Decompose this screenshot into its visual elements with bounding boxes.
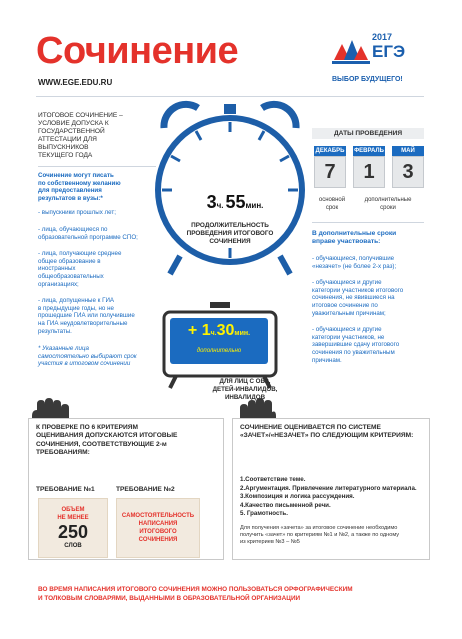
day-value: 3 xyxy=(392,156,424,188)
date-card xyxy=(392,146,424,188)
dates-title: ДАТЫ ПРОВЕДЕНИЯ xyxy=(312,128,424,139)
right-divider xyxy=(312,222,424,223)
duration-caption: ПРОДОЛЖИТЕЛЬНОСТЬ ПРОВЕДЕНИЯ ИТОГОВОГО СОЧИНЕНИЯ xyxy=(186,222,274,245)
eligibility-block xyxy=(38,172,156,368)
extra-time-value: + 1ч.30мин. xyxy=(187,322,251,339)
requirement-2-label: ТРЕБОВАНИЕ №2 xyxy=(116,486,175,493)
site-link[interactable]: WWW.EGE.EDU.RU xyxy=(38,78,113,87)
extra-terms-heading: В дополнительные сроки вправе участвовать: xyxy=(312,230,397,245)
header-divider xyxy=(36,96,424,97)
intro-text xyxy=(38,112,156,160)
alarm-clock-icon xyxy=(150,100,310,280)
list-item: - лица, обучающиеся по образовательной программе СПО; xyxy=(38,225,138,241)
intro-line: АТТЕСТАЦИИ ДЛЯ xyxy=(38,136,97,143)
intro-line: УСЛОВИЕ ДОПУСКА К xyxy=(38,120,109,127)
criterion-item: 1.Соответствие теме. xyxy=(240,476,306,483)
footnote: * Указанные лица самостоятельно выбирают срок участия в итоговом сочинении xyxy=(38,345,137,368)
page-title: Сочинение xyxy=(36,30,239,72)
requirement-1-label: ТРЕБОВАНИЕ №1 xyxy=(36,486,95,493)
day-value: 7 xyxy=(314,156,346,188)
month-label: ДЕКАБРЬ xyxy=(315,148,345,154)
requirements-text: К ПРОВЕРКЕ ПО 6 КРИТЕРИЯМ ОЦЕНИВАНИЯ ДОПУСКАЮТСЯ ИТОГОВЫЕ СОЧИНЕНИЯ, СООТВЕТСТВУЮЩИЕ 2-м ТРЕБОВАНИЯМ: xyxy=(36,424,178,457)
logo-text: ЕГЭ xyxy=(372,42,406,61)
list-item: - лица, получающие среднее общее образование в иностранных общеобразовательных организациях; xyxy=(38,250,122,288)
list-item: - лица, допущенные к ГИА в предыдущие годы, но не прошедшие ГИА или получившие на ГИА неудовлетворительные результаты. xyxy=(38,297,135,335)
dictionary-note: ВО ВРЕМЯ НАПИСАНИЯ ИТОГОВОГО СОЧИНЕНИЯ МОЖНО ПОЛЬЗОВАТЬСЯ ОРФОГРАФИЧЕСКИМ И ТОЛКОВЫМ СЛОВАРЯМИ, ВЫДАННЫМИ В ОБРАЗОВАТЕЛЬНОЙ ОРГАНИЗАЦИИ xyxy=(38,586,353,602)
list-item: - выпускники прошлых лет; xyxy=(38,209,116,217)
criteria-list xyxy=(240,476,426,519)
month-label: МАЙ xyxy=(392,146,424,156)
extra-terms-label: дополнительные сроки xyxy=(364,197,412,211)
criterion-item: 3.Композиция и логика рассуждения. xyxy=(240,493,355,501)
criteria-note: Для получения «зачета» за итоговое сочинение необходимо получить «зачет» по критериям №1 и №2, а также по одному из критериев №3 – №5 xyxy=(240,525,400,545)
dates-row xyxy=(314,146,424,188)
list-item: - обучающиеся и другие категории участников итогового сочинения, не явившиеся на итоговое сочинение по уважительным причинам; xyxy=(312,279,404,317)
list-item: - обучающиеся, получившие «незачет» (не более 2-х раз); xyxy=(312,255,397,270)
logo-year: 2017 xyxy=(372,32,393,42)
extra-time-caption: ДЛЯ ЛИЦ С ОВЗ, ДЕТЕЙ-ИНВАЛИДОВ, ИНВАЛИДОВ xyxy=(212,378,278,401)
criterion-item: 4.Качество письменной речи. xyxy=(240,501,331,509)
day-value: 1 xyxy=(353,156,385,188)
left-divider xyxy=(38,166,156,167)
extra-terms-block xyxy=(312,230,422,364)
ege-logo-icon xyxy=(328,30,372,74)
criterion-item: 2.Аргументация. Привлечение литературного материала. xyxy=(240,484,417,492)
list-item: - обучающиеся и другие категории участников, не завершившие сдачу итогового сочинения по уважительным причинам. xyxy=(312,326,400,364)
criterion-item: 5. Грамотность. xyxy=(240,510,288,518)
intro-line: ГОСУДАРСТВЕННОЙ xyxy=(38,128,105,135)
requirement-2-box: САМОСТОЯТЕЛЬНОСТЬ НАПИСАНИЯ ИТОГОВОГО СОЧИНЕНИЯ xyxy=(116,498,200,558)
can-write-heading: Сочинение могут писать по собственному желанию для предоставления результатов в вузы:* xyxy=(38,172,121,202)
intro-line: ТЕКУЩЕГО ГОДА xyxy=(38,152,93,159)
date-card xyxy=(353,146,385,188)
main-term-label: основной срок xyxy=(318,197,346,211)
intro-line: ВЫПУСКНИКОВ xyxy=(38,144,89,151)
date-card xyxy=(314,146,346,188)
month-label: ФЕВРАЛЬ xyxy=(354,148,384,154)
criteria-heading: СОЧИНЕНИЕ ОЦЕНИВАЕТСЯ ПО СИСТЕМЕ «ЗАЧЕТ»/«НЕЗАЧЕТ» ПО СЛЕДУЮЩИМ КРИТЕРИЯМ: xyxy=(240,424,414,440)
intro-line: ИТОГОВОЕ СОЧИНЕНИЕ – xyxy=(38,112,123,119)
logo-slogan: ВЫБОР БУДУЩЕГО! xyxy=(332,76,403,83)
requirement-1-box: ОБЪЕМ НЕ МЕНЕЕ 250 СЛОВ xyxy=(38,498,108,558)
duration-value: 3ч. 55мин. xyxy=(206,192,264,212)
extra-time-label: дополнительно xyxy=(196,348,242,354)
ege-logo xyxy=(328,26,428,88)
